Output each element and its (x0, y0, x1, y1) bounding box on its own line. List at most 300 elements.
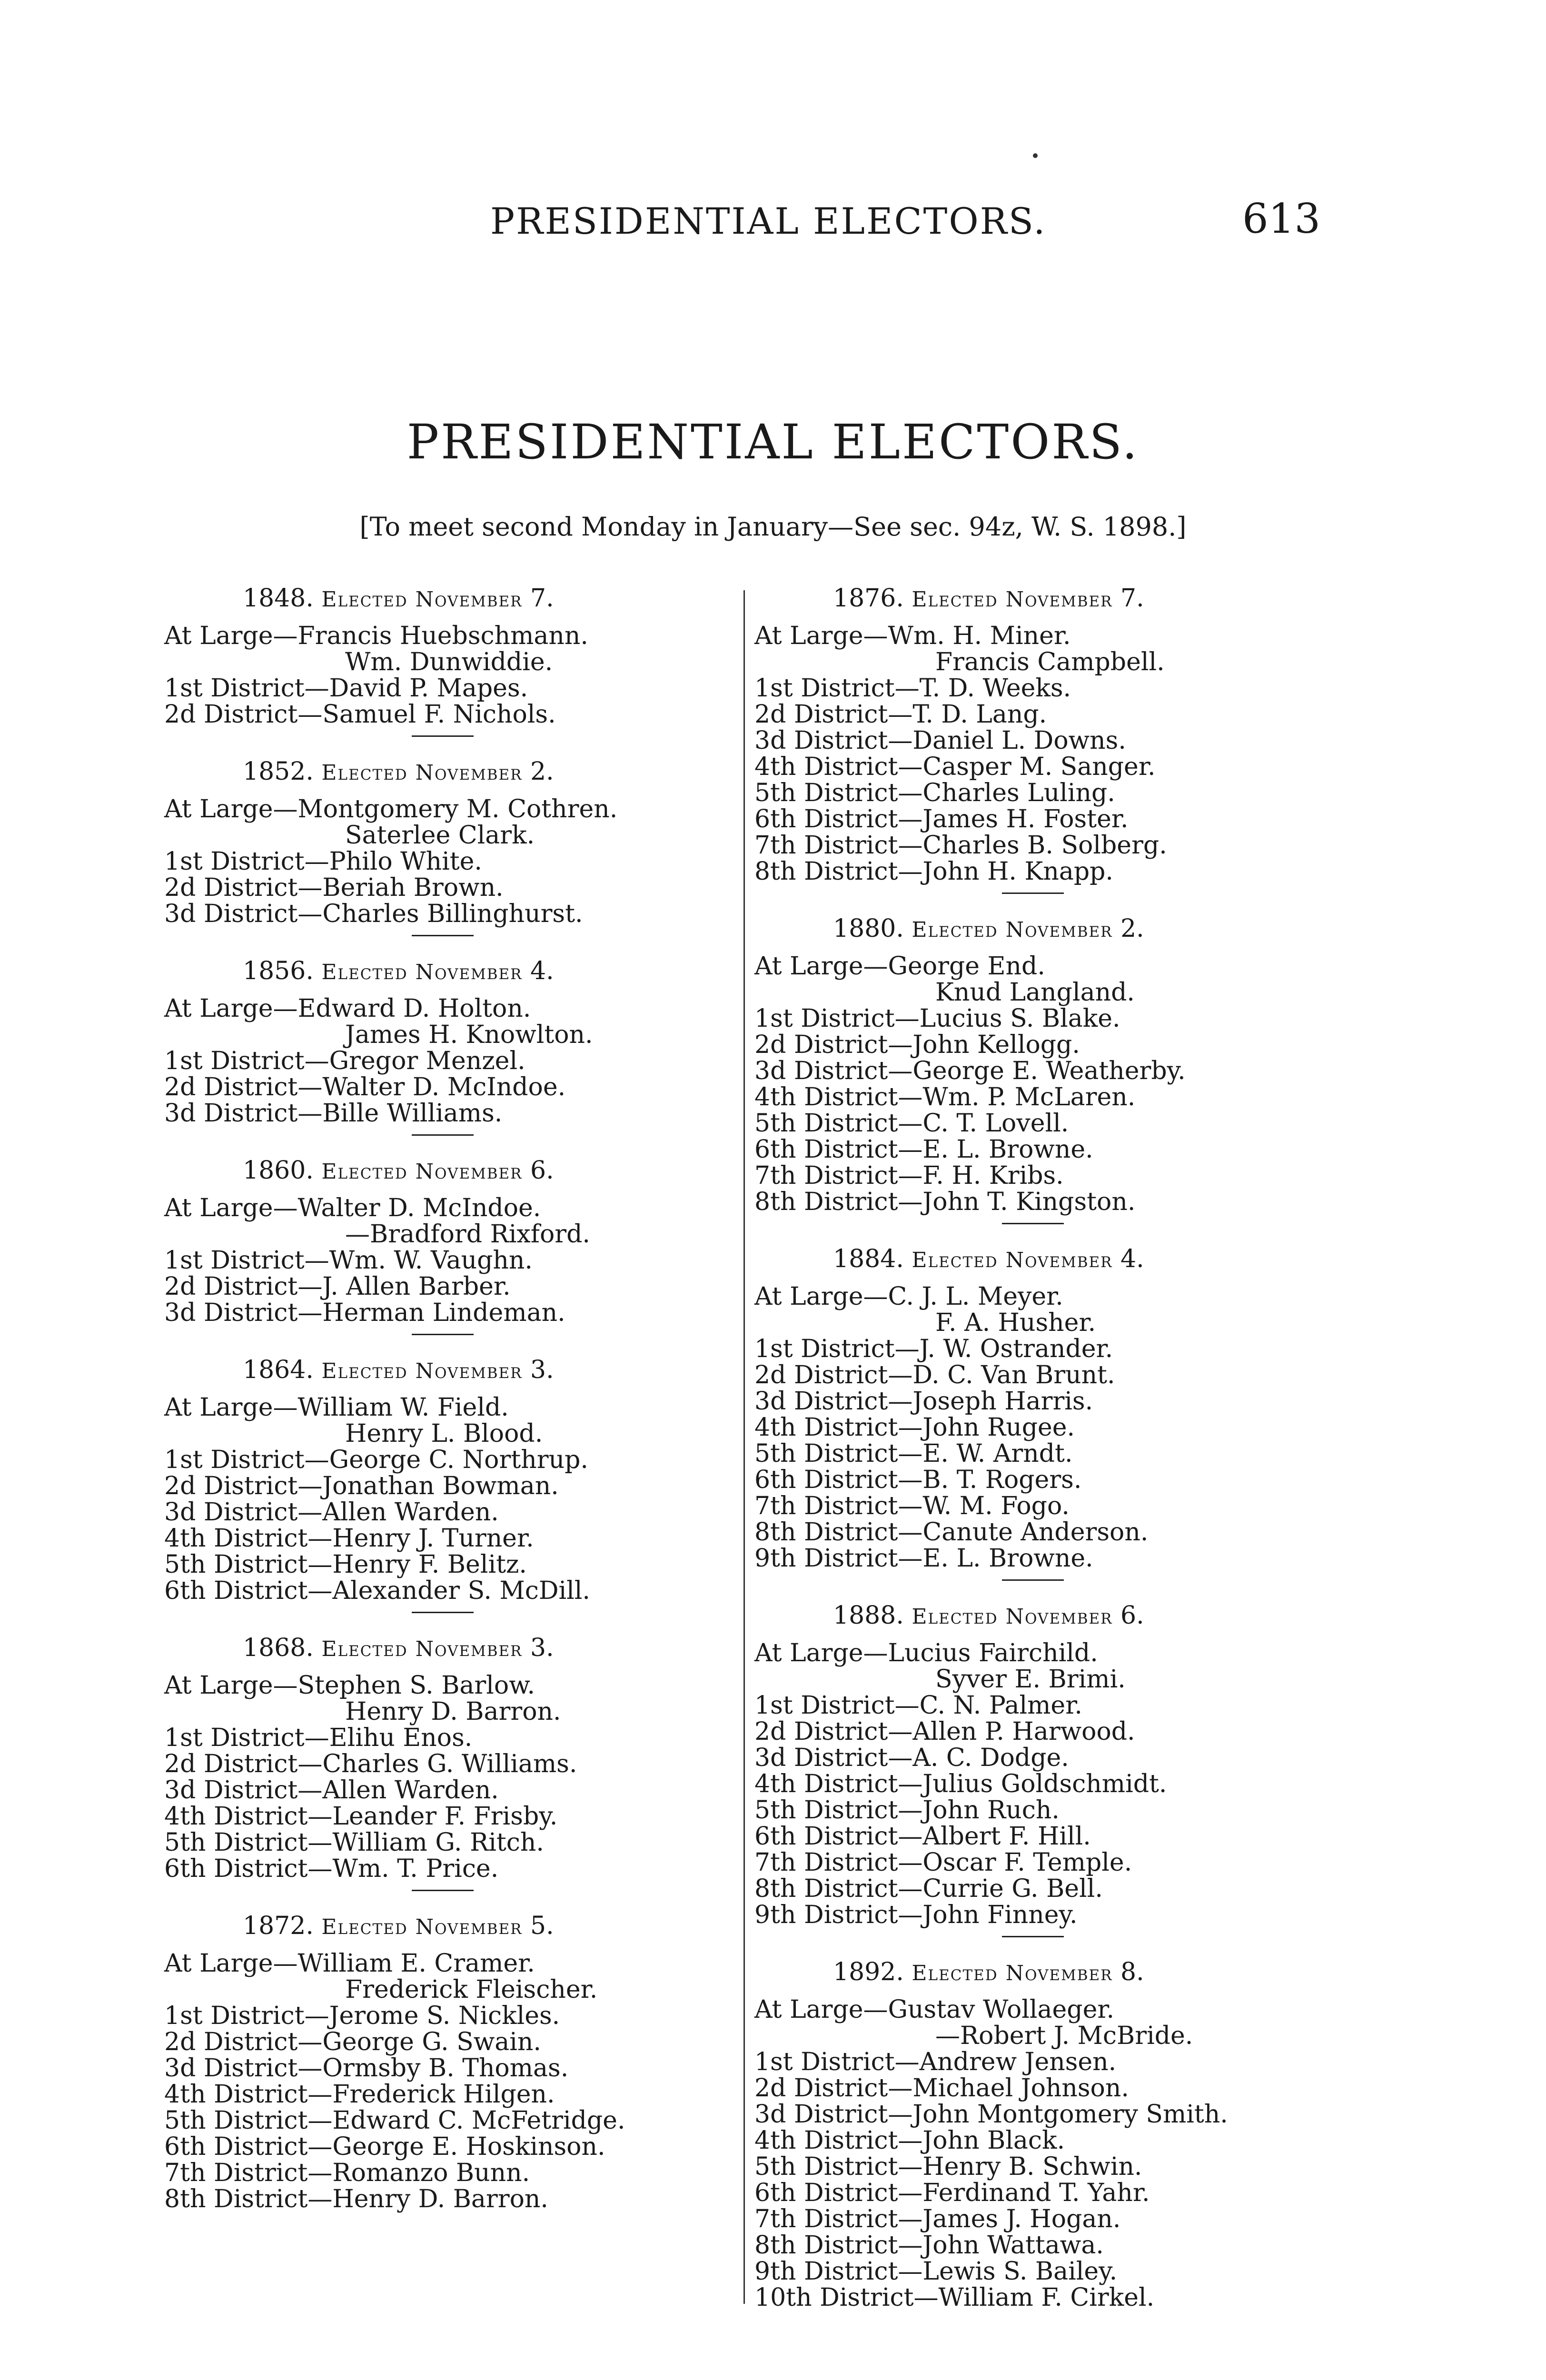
running-head-title: PRESIDENTIAL ELECTORS. (490, 200, 1047, 242)
elector-entry: 2d District—T. D. Lang. (754, 700, 1047, 729)
elector-name: Henry J. Turner. (332, 1524, 534, 1553)
elector-entry: 2d District—Charles G. Williams. (164, 1750, 577, 1778)
elector-name: Philo White. (329, 847, 482, 876)
elector-entry: 6th District—George E. Hoskinson. (164, 2132, 605, 2161)
election-section (754, 585, 1335, 894)
elector-name: F. A. Husher. (935, 1309, 1096, 1337)
election-heading (754, 1246, 1335, 1273)
election-day: 5. (530, 1912, 554, 1940)
district-label: 2d District (754, 1361, 888, 1389)
elector-entry: 5th District—E. W. Arndt. (754, 1439, 1073, 1468)
elector-entry: 4th District—Leander F. Frisby. (164, 1802, 558, 1831)
elector-entry: 4th District—Julius Goldschmidt. (754, 1770, 1167, 1798)
elector-name: Wm. T. Price. (332, 1854, 499, 1883)
district-label: 3d District (754, 1057, 888, 1085)
section-rule (412, 1890, 474, 1891)
elector-name: Montgomery M. Cothren. (297, 795, 618, 823)
elector-name: E. L. Browne. (922, 1135, 1093, 1164)
elector-entry (164, 1699, 735, 1725)
district-label: 5th District (164, 2106, 308, 2135)
elector-entry (164, 1977, 735, 2003)
elector-entry: 1st District—C. N. Palmer. (754, 1691, 1082, 1720)
elector-name: George E. Hoskinson. (332, 2132, 605, 2161)
elector-entry: 4th District—Casper M. Sanger. (754, 753, 1156, 781)
elector-entry: At Large—George End. (754, 952, 1045, 981)
elector-entry: At Large—Wm. H. Miner. (754, 622, 1071, 650)
elector-entry (754, 2023, 1335, 2049)
elector-name: George C. Northrup. (329, 1446, 588, 1474)
elector-entry (164, 823, 735, 849)
district-label: 3d District (164, 1776, 298, 1805)
district-label: At Large (164, 795, 273, 823)
district-label: 2d District (754, 1717, 888, 1746)
elector-entry: 6th District—Albert F. Hill. (754, 1822, 1091, 1851)
elector-entry: 1st District—Philo White. (164, 847, 482, 876)
elector-name: B. T. Rogers. (922, 1466, 1082, 1494)
district-label: At Large (754, 622, 863, 650)
election-section (164, 1357, 735, 1613)
elector-entry: 7th District—W. M. Fogo. (754, 1492, 1070, 1520)
district-label: 6th District (164, 1577, 308, 1605)
district-label: 1st District (754, 1691, 895, 1720)
elector-entry: At Large—William W. Field. (164, 1393, 509, 1422)
district-label: 2d District (164, 700, 298, 729)
elector-name: Walter D. McIndoe. (297, 1194, 541, 1222)
district-label: 3d District (164, 1099, 298, 1128)
election-day: 2. (530, 757, 554, 786)
elector-entry: 9th District—E. L. Browne. (754, 1544, 1093, 1573)
district-label: 7th District (754, 1848, 898, 1877)
elector-entry: 3d District—Bille Williams. (164, 1099, 503, 1128)
election-year: 1876. (833, 584, 904, 613)
elector-name: Charles B. Solberg. (922, 831, 1167, 860)
elector-entry: At Large—Gustav Wollaeger. (754, 1995, 1115, 2024)
elector-entry: 1st District—George C. Northrup. (164, 1446, 588, 1474)
election-heading (164, 1357, 735, 1384)
elector-entry: 6th District—E. L. Browne. (754, 1135, 1093, 1164)
district-label: 2d District (164, 1272, 298, 1301)
section-rule (1002, 1223, 1064, 1224)
elector-name: James H. Knowlton. (345, 1021, 593, 1049)
district-label: 7th District (754, 831, 898, 860)
elector-name: John Rugee. (922, 1413, 1075, 1442)
election-section (754, 1603, 1335, 1937)
elector-name: Casper M. Sanger. (922, 753, 1156, 781)
district-label: 1st District (164, 847, 305, 876)
district-label: 2d District (164, 1750, 298, 1778)
district-label: At Large (164, 1671, 273, 1700)
district-label: 2d District (164, 873, 298, 902)
elector-name: Julius Goldschmidt. (922, 1770, 1167, 1798)
district-label: 8th District (754, 1874, 898, 1903)
district-label: 9th District (754, 1901, 898, 1929)
elector-entry: 2d District—Walter D. McIndoe. (164, 1073, 566, 1101)
elector-name: J. Allen Barber. (322, 1272, 511, 1301)
elector-name: Leander F. Frisby. (332, 1802, 558, 1831)
elector-name: Currie G. Bell. (922, 1874, 1103, 1903)
elector-name: Allen Warden. (322, 1498, 499, 1527)
election-section (164, 759, 735, 936)
district-label: 8th District (164, 2185, 308, 2213)
election-heading (164, 958, 735, 985)
section-rule (412, 1612, 474, 1613)
elector-name: John H. Knapp. (922, 857, 1113, 886)
elector-name: Lucius Fairchild. (888, 1639, 1098, 1667)
elector-name: John Finney. (922, 1901, 1078, 1929)
elector-entry: 3d District—Ormsby B. Thomas. (164, 2054, 569, 2082)
district-label: 1st District (754, 2048, 895, 2076)
elector-entry: 6th District—Ferdinand T. Yahr. (754, 2179, 1150, 2207)
election-day: 4. (530, 957, 554, 985)
district-label: 2d District (754, 2074, 888, 2102)
district-label: 3d District (754, 726, 888, 755)
elector-name: Frederick Hilgen. (332, 2080, 555, 2109)
district-label: 7th District (754, 2205, 898, 2233)
district-label: 4th District (754, 753, 898, 781)
elector-entry: 2d District—Jonathan Bowman. (164, 1472, 559, 1500)
district-label: 7th District (754, 1161, 898, 1190)
elector-entry: 1st District—Lucius S. Blake. (754, 1004, 1120, 1033)
election-label: Elected November (321, 960, 523, 984)
elector-name: Andrew Jensen. (919, 2048, 1117, 2076)
election-label: Elected November (912, 1961, 1113, 1985)
elector-entry: 7th District—F. H. Kribs. (754, 1161, 1064, 1190)
elector-name: D. C. Van Brunt. (912, 1361, 1115, 1389)
election-heading (164, 1913, 735, 1940)
section-rule (1002, 1936, 1064, 1937)
elector-name: Joseph Harris. (912, 1387, 1093, 1416)
elector-name: Stephen S. Barlow. (297, 1671, 535, 1700)
elector-entry: 1st District—David P. Mapes. (164, 674, 528, 703)
district-label: 1st District (164, 1446, 305, 1474)
election-heading (164, 1635, 735, 1662)
elector-name: John Montgomery Smith. (912, 2100, 1228, 2129)
elector-entry: 5th District—Henry F. Belitz. (164, 1550, 527, 1579)
election-section (754, 1959, 1335, 2311)
elector-entry: 6th District—B. T. Rogers. (754, 1466, 1082, 1494)
elector-name: George E. Weatherby. (912, 1057, 1186, 1085)
district-label: 8th District (754, 1188, 898, 1216)
election-day: 7. (530, 584, 554, 613)
elector-name: Albert F. Hill. (922, 1822, 1091, 1851)
elector-name: John Kellogg. (912, 1031, 1080, 1059)
section-rule (412, 935, 474, 936)
district-label: 4th District (754, 1770, 898, 1798)
elector-name: Bille Williams. (322, 1099, 503, 1128)
section-rule (412, 1134, 474, 1136)
district-label: 3d District (754, 1387, 888, 1416)
elector-entry: 2d District—Beriah Brown. (164, 873, 504, 902)
election-year: 1888. (833, 1601, 904, 1630)
elector-entry: 1st District—T. D. Weeks. (754, 674, 1071, 703)
elector-name: Beriah Brown. (322, 873, 504, 902)
elector-entry: 5th District—William G. Ritch. (164, 1828, 544, 1857)
election-heading (754, 585, 1335, 613)
elector-name: Charles G. Williams. (322, 1750, 577, 1778)
elector-name: Saterlee Clark. (345, 821, 535, 850)
elector-entry: 1st District—Gregor Menzel. (164, 1047, 525, 1075)
section-rule (412, 1334, 474, 1335)
election-heading (164, 585, 735, 613)
elector-entry: At Large—Montgomery M. Cothren. (164, 795, 618, 823)
election-year: 1864. (243, 1356, 314, 1384)
election-label: Elected November (912, 1605, 1113, 1629)
district-label: 5th District (754, 1109, 898, 1138)
elector-entry: 1st District—Wm. W. Vaughn. (164, 1246, 533, 1275)
elector-entry (754, 980, 1335, 1006)
election-year: 1892. (833, 1958, 904, 1986)
elector-name: Francis Campbell. (935, 648, 1165, 676)
elector-entry: 8th District—John Wattawa. (754, 2231, 1104, 2260)
section-rule (412, 735, 474, 737)
district-label: 6th District (164, 2132, 308, 2161)
elector-entry: 2d District—D. C. Van Brunt. (754, 1361, 1115, 1389)
elector-entry (754, 1310, 1335, 1336)
elector-name: Romanzo Bunn. (332, 2159, 530, 2187)
district-label: 8th District (754, 857, 898, 886)
elector-entry: 3d District—Charles Billinghurst. (164, 900, 583, 928)
elector-entry: 5th District—Edward C. McFetridge. (164, 2106, 625, 2135)
print-speck (1033, 153, 1038, 158)
elector-entry: 3d District—George E. Weatherby. (754, 1057, 1186, 1085)
election-section (164, 585, 735, 737)
elector-entry: 2d District—J. Allen Barber. (164, 1272, 511, 1301)
district-label: 6th District (164, 1854, 308, 1883)
elector-name: George End. (888, 952, 1045, 981)
district-label: 4th District (164, 1524, 308, 1553)
elector-name: Samuel F. Nichols. (322, 700, 556, 729)
election-year: 1852. (243, 757, 314, 786)
district-label: 5th District (754, 2152, 898, 2181)
elector-name: Knud Langland. (935, 978, 1135, 1007)
elector-entry: At Large—C. J. L. Meyer. (754, 1282, 1063, 1311)
elector-entry (754, 649, 1335, 675)
election-day: 7. (1120, 584, 1144, 613)
section-rule (1002, 1579, 1064, 1581)
elector-name: Canute Anderson. (922, 1518, 1149, 1547)
district-label: At Large (754, 1995, 863, 2024)
district-label: At Large (164, 1949, 273, 1978)
elector-name: —Bradford Rixford. (345, 1220, 590, 1249)
election-day: 4. (1120, 1245, 1144, 1273)
elector-name: T. D. Weeks. (919, 674, 1071, 703)
election-year: 1868. (243, 1634, 314, 1662)
district-label: At Large (164, 994, 273, 1023)
district-label: 8th District (754, 1518, 898, 1547)
election-label: Elected November (321, 1359, 523, 1383)
elector-entry: 4th District—Frederick Hilgen. (164, 2080, 555, 2109)
election-section (164, 1913, 735, 2212)
elector-entry: 8th District—Henry D. Barron. (164, 2185, 548, 2213)
elector-name: Herman Lindeman. (322, 1299, 565, 1327)
election-label: Elected November (321, 1160, 523, 1184)
elector-name: Gustav Wollaeger. (888, 1995, 1115, 2024)
elector-entry: 10th District—William F. Cirkel. (754, 2283, 1155, 2312)
district-label: 6th District (754, 1822, 898, 1851)
elector-name: Wm. Dunwiddie. (345, 648, 553, 676)
elector-name: Alexander S. McDill. (332, 1577, 590, 1605)
elector-entry: 3d District—John Montgomery Smith. (754, 2100, 1228, 2129)
elector-entry (164, 1221, 735, 1248)
elector-name: W. M. Fogo. (922, 1492, 1070, 1520)
elector-name: Syver E. Brimi. (935, 1665, 1126, 1694)
district-label: 1st District (754, 674, 895, 703)
district-label: 5th District (164, 1828, 308, 1857)
district-label: 1st District (164, 674, 305, 703)
elector-entry: 6th District—Wm. T. Price. (164, 1854, 499, 1883)
elector-entry: 4th District—Henry J. Turner. (164, 1524, 534, 1553)
district-label: 5th District (754, 1796, 898, 1825)
elector-name: Daniel L. Downs. (912, 726, 1126, 755)
district-label: 9th District (754, 2257, 898, 2286)
election-year: 1880. (833, 914, 904, 943)
district-label: 4th District (754, 2126, 898, 2155)
election-day: 3. (530, 1356, 554, 1384)
district-label: 3d District (164, 2054, 298, 2082)
elector-entry: 3d District—Daniel L. Downs. (754, 726, 1126, 755)
elector-name: John Black. (922, 2126, 1065, 2155)
elector-entry: 8th District—Canute Anderson. (754, 1518, 1149, 1547)
district-label: 3d District (754, 2100, 888, 2129)
district-label: 5th District (754, 1439, 898, 1468)
district-label: 2d District (164, 2028, 298, 2056)
district-label: 3d District (754, 1744, 888, 1772)
elector-entry: 4th District—John Rugee. (754, 1413, 1075, 1442)
district-label: 7th District (164, 2159, 308, 2187)
elector-entry: 7th District—Oscar F. Temple. (754, 1848, 1132, 1877)
district-label: 6th District (754, 1135, 898, 1164)
district-label: At Large (164, 1194, 273, 1222)
elector-name: Elihu Enos. (329, 1724, 473, 1752)
elector-entry: 7th District—Romanzo Bunn. (164, 2159, 530, 2187)
elector-entry: 5th District—John Ruch. (754, 1796, 1060, 1825)
district-label: 5th District (164, 1550, 308, 1579)
election-day: 6. (1120, 1601, 1144, 1630)
district-label: 1st District (754, 1004, 895, 1033)
district-label: 2d District (164, 1073, 298, 1101)
elector-name: A. C. Dodge. (912, 1744, 1069, 1772)
district-label: 1st District (754, 1335, 895, 1363)
election-day: 2. (1120, 914, 1144, 943)
elector-entry: 5th District—Charles Luling. (754, 779, 1115, 807)
elector-name: T. D. Lang. (912, 700, 1047, 729)
district-label: 2d District (164, 1472, 298, 1500)
elector-entry: 9th District—Lewis S. Bailey. (754, 2257, 1118, 2286)
elector-name: Edward C. McFetridge. (332, 2106, 625, 2135)
elector-entry: 2d District—George G. Swain. (164, 2028, 541, 2056)
election-year: 1848. (243, 584, 314, 613)
page-subtitle: [To meet second Monday in January—See sec. 94z, W. S. 1898.] (359, 512, 1187, 542)
elector-entry: 2d District—Allen P. Harwood. (754, 1717, 1135, 1746)
elector-entry: At Large—Stephen S. Barlow. (164, 1671, 535, 1700)
elector-name: Wm. H. Miner. (888, 622, 1071, 650)
elector-name: Walter D. McIndoe. (322, 1073, 566, 1101)
district-label: At Large (754, 1639, 863, 1667)
page-title: PRESIDENTIAL ELECTORS. (406, 414, 1140, 470)
elector-entry: 3d District—Allen Warden. (164, 1776, 499, 1805)
elector-name: John T. Kingston. (922, 1188, 1136, 1216)
elector-name: Ormsby B. Thomas. (322, 2054, 569, 2082)
district-label: 6th District (754, 2179, 898, 2207)
column-divider (743, 590, 745, 2304)
elector-name: Henry L. Blood. (345, 1419, 543, 1448)
district-label: 2d District (754, 1031, 888, 1059)
elector-entry: 3d District—Herman Lindeman. (164, 1299, 565, 1327)
elector-name: —Robert J. McBride. (935, 2022, 1193, 2050)
elector-name: George G. Swain. (322, 2028, 541, 2056)
elector-name: David P. Mapes. (329, 674, 528, 703)
elector-entry: 8th District—John T. Kingston. (754, 1188, 1136, 1216)
elector-name: Allen P. Harwood. (912, 1717, 1135, 1746)
elector-name: Oscar F. Temple. (922, 1848, 1132, 1877)
district-label: 3d District (164, 1498, 298, 1527)
elector-name: Jerome S. Nickles. (329, 2002, 560, 2030)
election-heading (164, 759, 735, 786)
election-day: 8. (1120, 1958, 1144, 1986)
elector-entry: At Large—Lucius Fairchild. (754, 1639, 1098, 1667)
elector-name: William F. Cirkel. (938, 2283, 1155, 2312)
elector-name: Edward D. Holton. (297, 994, 531, 1023)
elector-name: C. N. Palmer. (919, 1691, 1082, 1720)
elector-entry (754, 1666, 1335, 1693)
district-label: 7th District (754, 1492, 898, 1520)
district-label: 4th District (164, 2080, 308, 2109)
elector-name: Allen Warden. (322, 1776, 499, 1805)
elector-name: C. J. L. Meyer. (888, 1282, 1063, 1311)
elector-name: Michael Johnson. (912, 2074, 1129, 2102)
elector-name: Henry B. Schwin. (922, 2152, 1142, 2181)
district-label: 6th District (754, 805, 898, 833)
election-section (754, 1246, 1335, 1581)
elector-name: Jonathan Bowman. (322, 1472, 559, 1500)
elector-entry: 9th District—John Finney. (754, 1901, 1078, 1929)
elector-entry: 3d District—Joseph Harris. (754, 1387, 1093, 1416)
district-label: 1st District (164, 1724, 305, 1752)
elector-entry: 3d District—Allen Warden. (164, 1498, 499, 1527)
election-section (754, 916, 1335, 1224)
elector-name: William W. Field. (297, 1393, 509, 1422)
elector-name: Henry D. Barron. (345, 1697, 561, 1726)
district-label: At Large (754, 1282, 863, 1311)
elector-name: Frederick Fleischer. (345, 1975, 598, 2004)
election-year: 1860. (243, 1156, 314, 1185)
elector-entry: 1st District—J. W. Ostrander. (754, 1335, 1113, 1363)
elector-name: John Ruch. (922, 1796, 1060, 1825)
district-label: 9th District (754, 1544, 898, 1573)
elector-entry: 7th District—Charles B. Solberg. (754, 831, 1167, 860)
elector-entry: At Large—William E. Cramer. (164, 1949, 535, 1978)
elector-name: Wm. W. Vaughn. (329, 1246, 533, 1275)
district-label: 1st District (164, 1246, 305, 1275)
elector-name: J. W. Ostrander. (919, 1335, 1113, 1363)
elector-entry: At Large—Francis Huebschmann. (164, 622, 588, 650)
district-label: At Large (164, 622, 273, 650)
district-label: 8th District (754, 2231, 898, 2260)
election-label: Elected November (321, 587, 523, 612)
election-heading (164, 1158, 735, 1185)
section-rule (1002, 892, 1064, 894)
election-label: Elected November (321, 1915, 523, 1939)
elector-name: John Wattawa. (922, 2231, 1104, 2260)
election-heading (754, 916, 1335, 943)
district-label: 3d District (164, 900, 298, 928)
elector-entry: 4th District—John Black. (754, 2126, 1065, 2155)
election-label: Elected November (321, 1637, 523, 1661)
elector-name: Lewis S. Bailey. (922, 2257, 1118, 2286)
elector-entry (164, 1022, 735, 1048)
elector-entry: 2d District—Michael Johnson. (754, 2074, 1129, 2102)
district-label: At Large (164, 1393, 273, 1422)
